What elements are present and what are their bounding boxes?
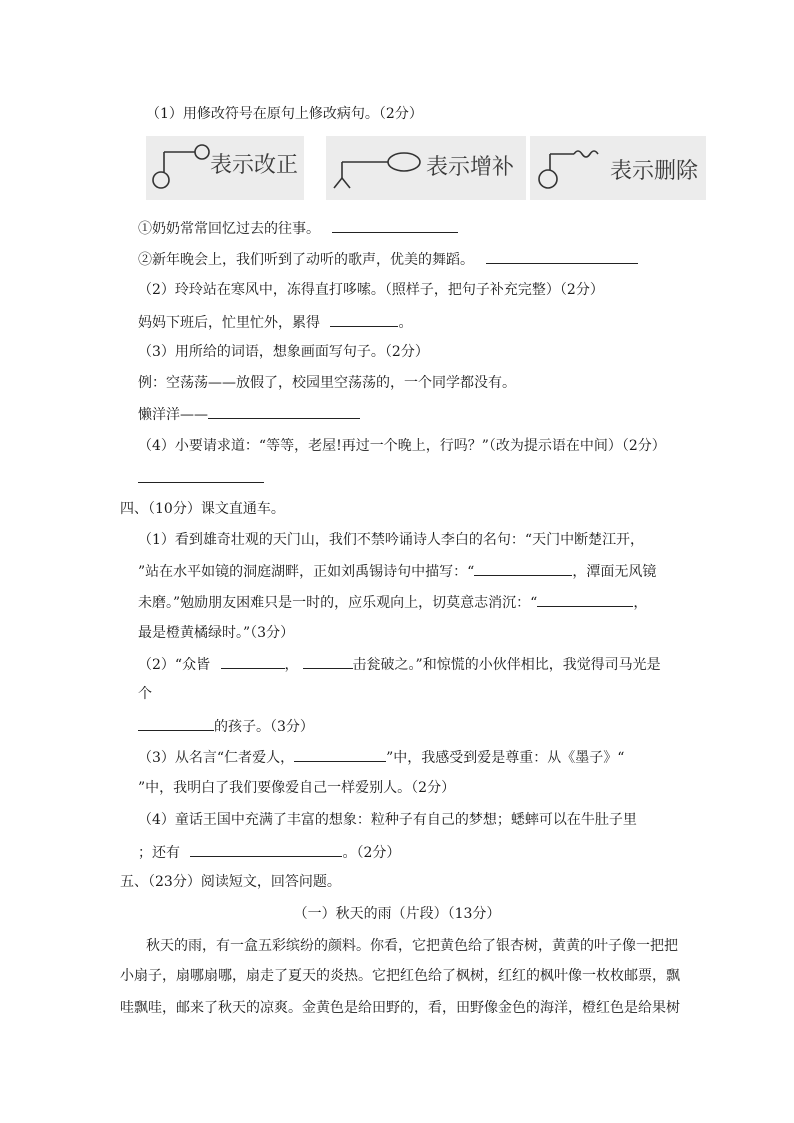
answer-blank[interactable]: [208, 404, 360, 419]
question-4-1-line-3: 未磨。”勉励朋友困难只是一时的，应乐观向上，切莫意志消沉：“ ，: [138, 592, 647, 613]
question-4-2-line-3: 的孩子。（3分）: [138, 716, 314, 737]
question-4-1-line-4: 最是橙黄橘绿时。”（3分）: [138, 625, 295, 641]
question-4-2-line-1: （2）“众皆 ， 击瓮破之。”和惊慌的小伙伴相比，我觉得司马光是: [138, 654, 661, 675]
answer-blank[interactable]: [221, 654, 285, 669]
question-3-4-line: [138, 468, 264, 489]
symbol-insert-label: 表示增补: [426, 155, 515, 180]
answer-blank[interactable]: [474, 561, 572, 576]
symbol-delete-label: 表示删除: [610, 159, 699, 184]
passage-line-1: 秋天的雨，有一盒五彩缤纷的颜料。你看，它把黄色给了银杏树，黄黄的叶子像一把把: [146, 938, 678, 954]
answer-blank[interactable]: [294, 747, 386, 762]
answer-blank[interactable]: [332, 218, 458, 233]
sentence-2: ②新年晚会上，我们听到了动听的歌声，优美的舞蹈。: [138, 249, 638, 270]
question-4-2-line-2: 个: [138, 686, 152, 702]
question-4-4-line-1: （4）童话王国中充满了丰富的想象：粒种子有自己的梦想；蟋蟀可以在牛肚子里: [138, 812, 637, 828]
replace-mark-icon: [150, 142, 210, 192]
question-3-2-line: 妈妈下班后，忙里忙外，累得 。: [138, 312, 412, 333]
section-4-title: 四、（10分）课文直通车。: [120, 501, 285, 517]
delete-mark-icon: [534, 144, 606, 194]
question-3-3-title: （3）用所给的词语，想象画面写句子。（2分）: [138, 344, 429, 360]
passage-line-3: 哇飘哇，邮来了秋天的凉爽。金黄色是给田野的，看，田野像金色的海洋，橙红色是给果树: [120, 1000, 680, 1016]
answer-blank[interactable]: [138, 716, 214, 731]
answer-blank[interactable]: [190, 842, 342, 857]
question-3-3-example: 例：空荡荡——放假了，校园里空荡荡的，一个同学都没有。: [138, 375, 516, 391]
answer-blank[interactable]: [138, 468, 264, 483]
section-5-title: 五、（23分）阅读短文，回答问题。: [120, 874, 341, 890]
symbol-delete: [530, 136, 706, 200]
answer-blank[interactable]: [330, 312, 398, 327]
question-3-1-title: （1）用修改符号在原句上修改病句。（2分）: [146, 106, 423, 122]
answer-blank[interactable]: [303, 654, 353, 669]
passage-line-2: 小扇子，扇哪扇哪，扇走了夏天的炎热。它把红色给了枫树，红红的枫叶像一枚枚邮票，飘: [120, 968, 680, 984]
question-3-2-title: （2）玲玲站在寒风中，冻得直打哆嗦。（照样子，把句子补充完整）（2分）: [138, 282, 604, 298]
question-3-3-line: 懒洋洋——: [138, 404, 360, 425]
correction-symbols-legend: [146, 136, 706, 200]
answer-blank[interactable]: [537, 592, 633, 607]
symbol-replace: [146, 136, 304, 200]
question-4-1-line-2: ”站在水平如镜的洞庭湖畔，正如刘禹锡诗句中描写：“ ，潭面无风镜: [138, 561, 656, 582]
question-4-1-line-1: （1）看到雄奇壮观的天门山，我们不禁吟诵诗人李白的名句：“天门中断楚江开，: [138, 532, 645, 548]
question-4-3-line-1: （3）从名言“仁者爱人， ”中，我感受到爱是尊重：从《墨子》“: [138, 747, 624, 768]
answer-blank[interactable]: [486, 249, 638, 264]
symbol-replace-label: 表示改正: [210, 153, 299, 178]
sentence-1: ①奶奶常常回忆过去的往事。: [138, 218, 458, 239]
question-4-3-line-2: ”中，我明白了我们要像爱自己一样爱别人。（2分）: [138, 780, 456, 796]
symbol-insert: [326, 136, 526, 200]
passage-title: （一）秋天的雨（片段）（13分）: [293, 906, 501, 922]
question-4-4-line-2: ；还有 。（2分）: [138, 842, 400, 863]
insert-mark-icon: [332, 146, 428, 194]
question-3-4-title: （4）小要请求道：“等等，老屋!再过一个晚上，行吗？”（改为提示语在中间）（2分）: [138, 438, 666, 454]
